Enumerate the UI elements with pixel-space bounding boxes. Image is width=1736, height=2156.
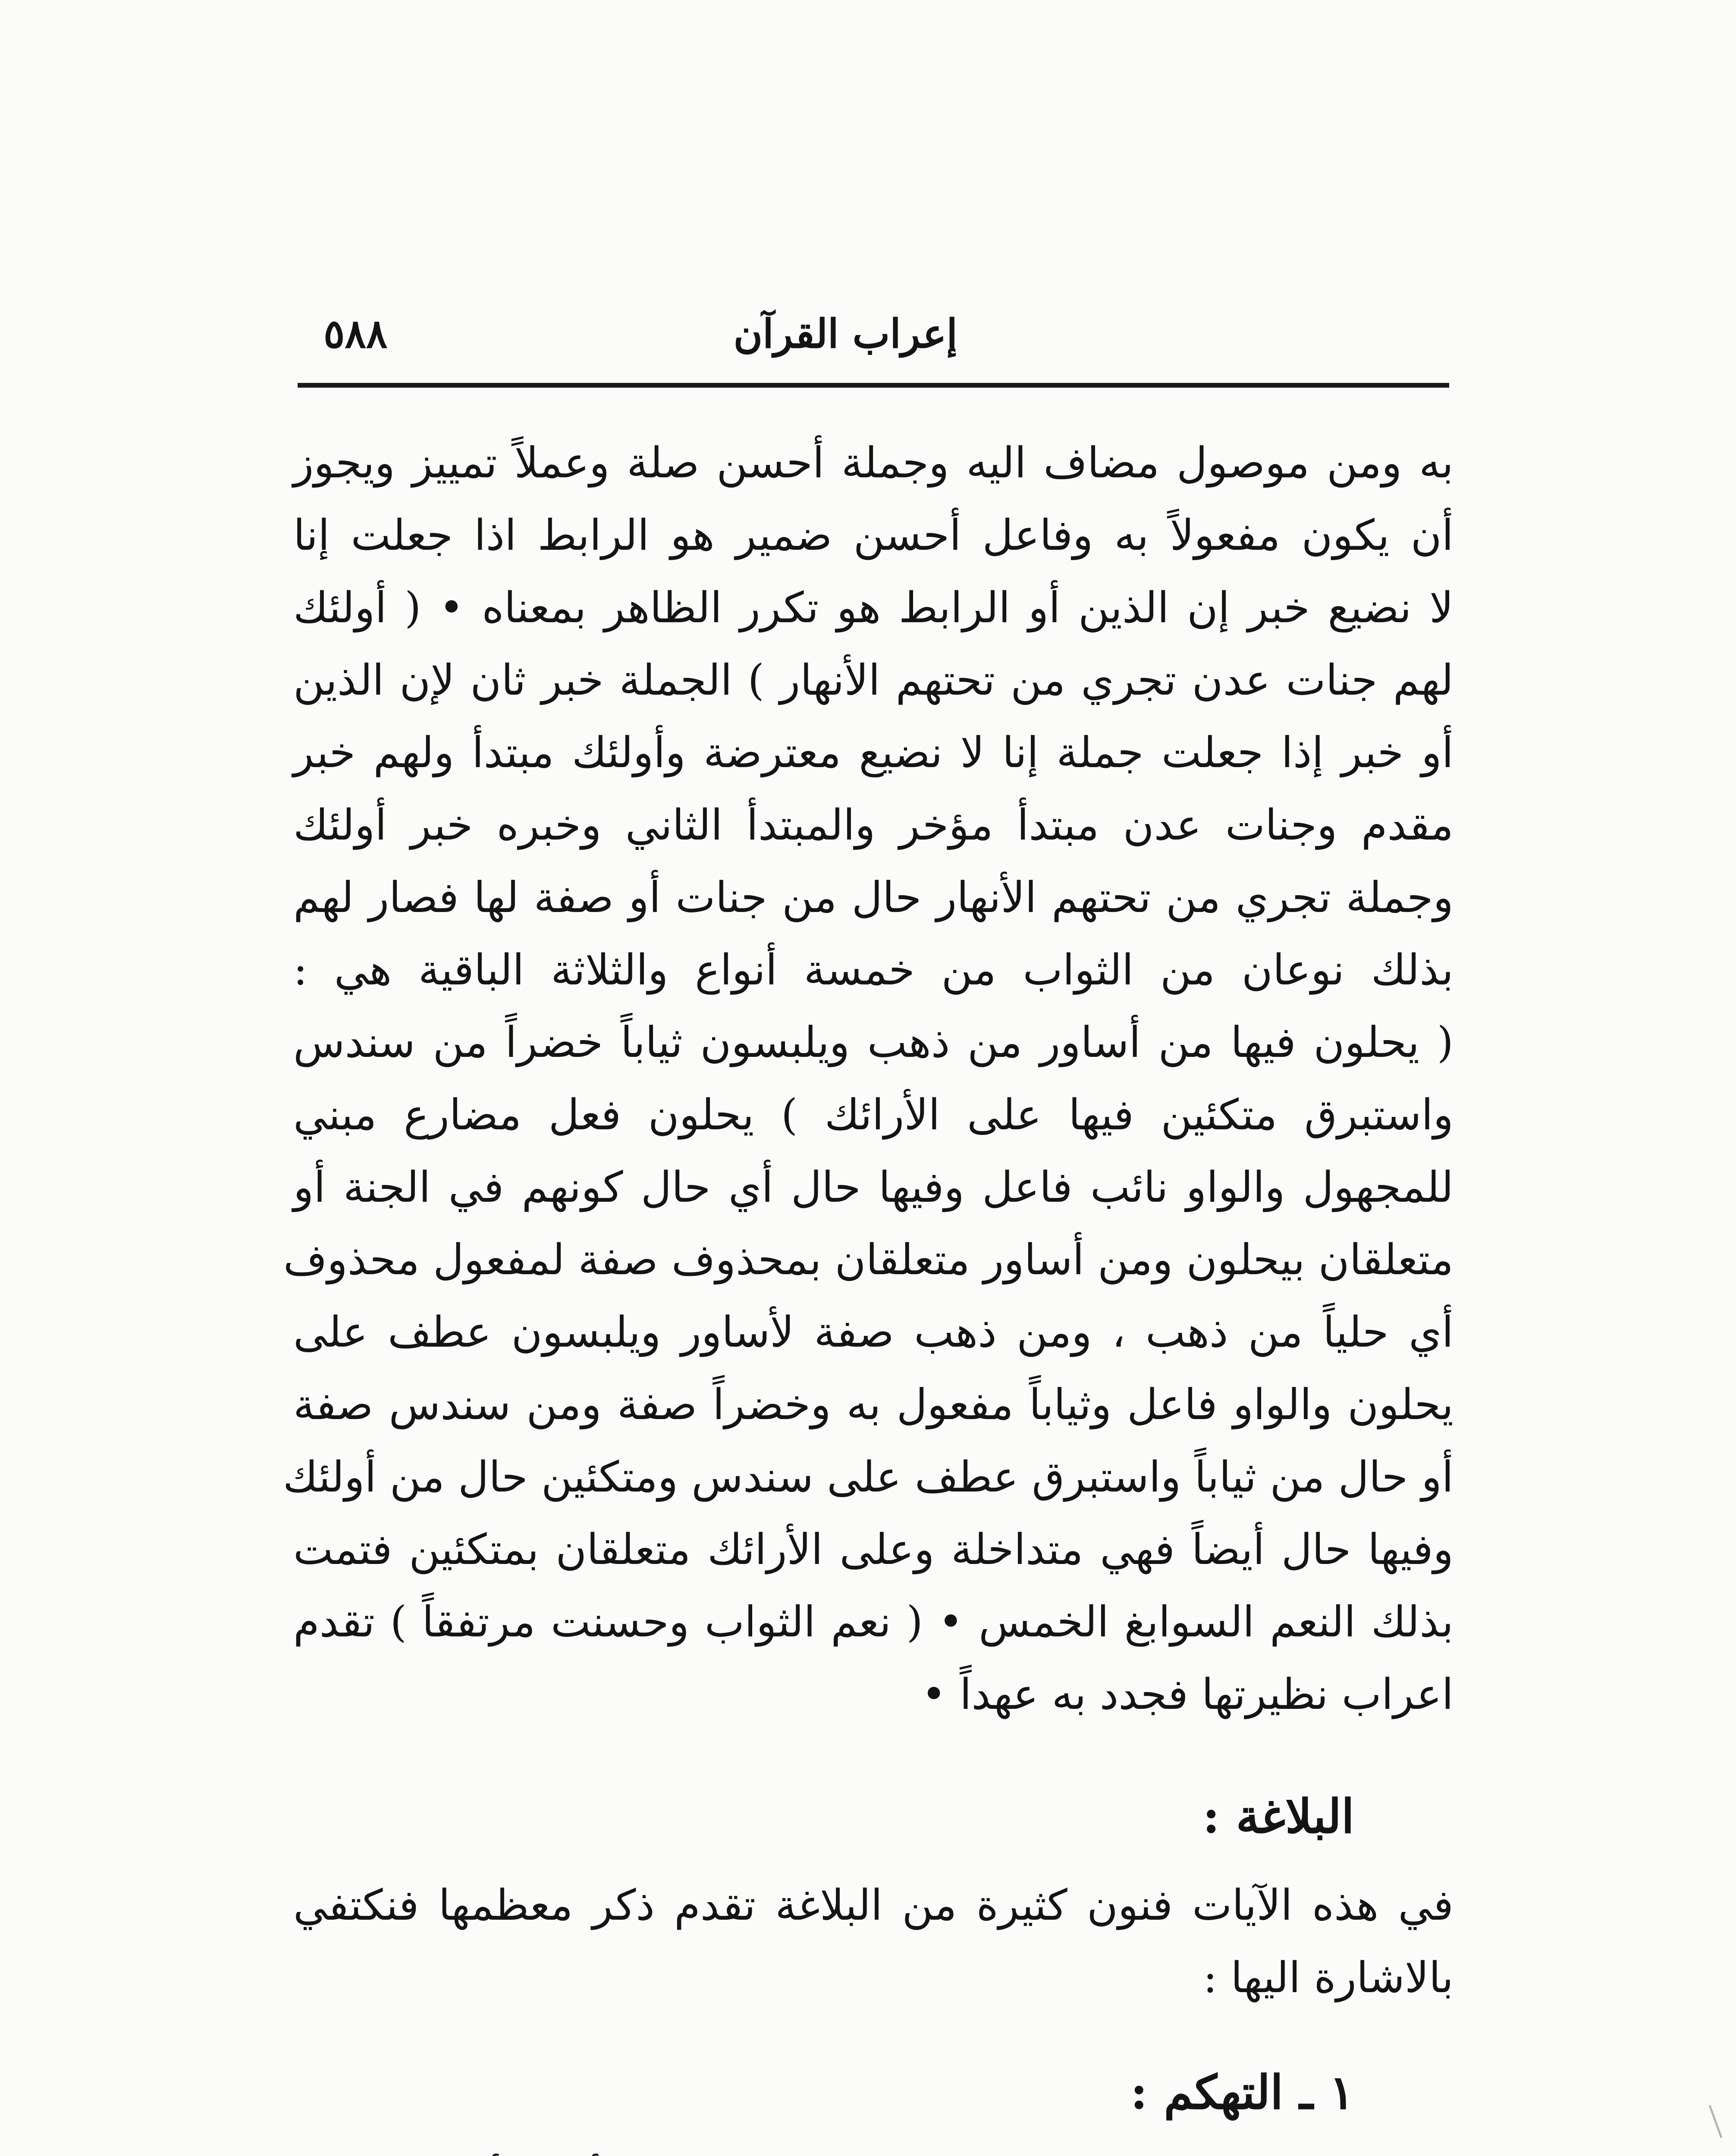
scan-mark xyxy=(1708,2105,1722,2138)
page-number: ٥٨٨ xyxy=(323,310,388,357)
header-rule xyxy=(298,383,1449,388)
text-line xyxy=(293,2145,1453,2156)
running-title: إعراب القرآن xyxy=(733,310,957,357)
text-line: به ومن موصول مضاف اليه وجملة أحسن صلة وعملاً تمييز ويجوز xyxy=(293,439,1453,488)
section-heading-tahakkum: ١ ـ التهكم : xyxy=(1130,2065,1354,2120)
text-line: للمجهول والواو نائب فاعل وفيها حال أي حال كونهم في الجنة أو xyxy=(293,1163,1453,1212)
text-line: بذلك نوعان من الثواب من خمسة أنواع والثلاثة الباقية هي : xyxy=(293,946,1453,995)
text-line: وفيها حال أيضاً فهي متداخلة وعلى الأرائك متعلقان بمتكئين فتمت xyxy=(293,1525,1453,1574)
text-line: بذلك النعم السوابغ الخمس • ( نعم الثواب وحسنت مرتفقاً ) تقدم xyxy=(293,1598,1453,1647)
text-line: يحلون والواو فاعل وثياباً مفعول به وخضراً صفة ومن سندس صفة xyxy=(293,1380,1453,1429)
text-line: وجملة تجري من تحتهم الأنهار حال من جنات أو صفة لها فصار لهم xyxy=(293,873,1453,922)
section-heading-balagha: البلاغة : xyxy=(1202,1789,1354,1844)
text-line: في هذه الآيات فنون كثيرة من البلاغة تقدم ذكر معظمها فنكتفي xyxy=(293,1881,1453,1930)
text-line: متعلقان بيحلون ومن أساور متعلقان بمحذوف صفة لمفعول محذوف xyxy=(283,1235,1453,1285)
page-header xyxy=(298,302,1449,371)
text-line: ( يحلون فيها من أساور من ذهب ويلبسون ثياباً خضراً من سندس xyxy=(293,1018,1453,1067)
text-line: أي حلياً من ذهب ، ومن ذهب صفة لأساور ويلبسون عطف على xyxy=(293,1308,1453,1357)
text-line: أو خبر إذا جعلت جملة إنا لا نضيع معترضة وأولئك مبتدأ ولهم خبر xyxy=(293,728,1453,777)
text-line: لا نضيع خبر إن الذين أو الرابط هو تكرر الظاهر بمعناه • ( أولئك xyxy=(293,583,1453,633)
tahakkum-paragraph xyxy=(293,2145,1453,2156)
text-line: أو حال من ثياباً واستبرق عطف على سندس ومتكئين حال من أولئك xyxy=(283,1453,1453,1502)
text-line: مقدم وجنات عدن مبتدأ مؤخر والمبتدأ الثاني وخبره خبر أولئك xyxy=(293,801,1453,850)
main-paragraph xyxy=(283,427,1453,1731)
balagha-paragraph xyxy=(293,1869,1453,2014)
text-line: واستبرق متكئين فيها على الأرائك ) يحلون فعل مضارع مبني xyxy=(293,1091,1453,1140)
text-line: اعراب نظيرتها فجدد به عهداً • xyxy=(921,1670,1453,1719)
text-line: بالاشارة اليها : xyxy=(1203,1953,1453,2002)
text-line: لهم جنات عدن تجري من تحتهم الأنهار ) الجملة خبر ثان لإن الذين xyxy=(293,656,1453,705)
text-line: أن يكون مفعولاً به وفاعل أحسن ضمير هو الرابط اذا جعلت إنا xyxy=(293,511,1453,560)
